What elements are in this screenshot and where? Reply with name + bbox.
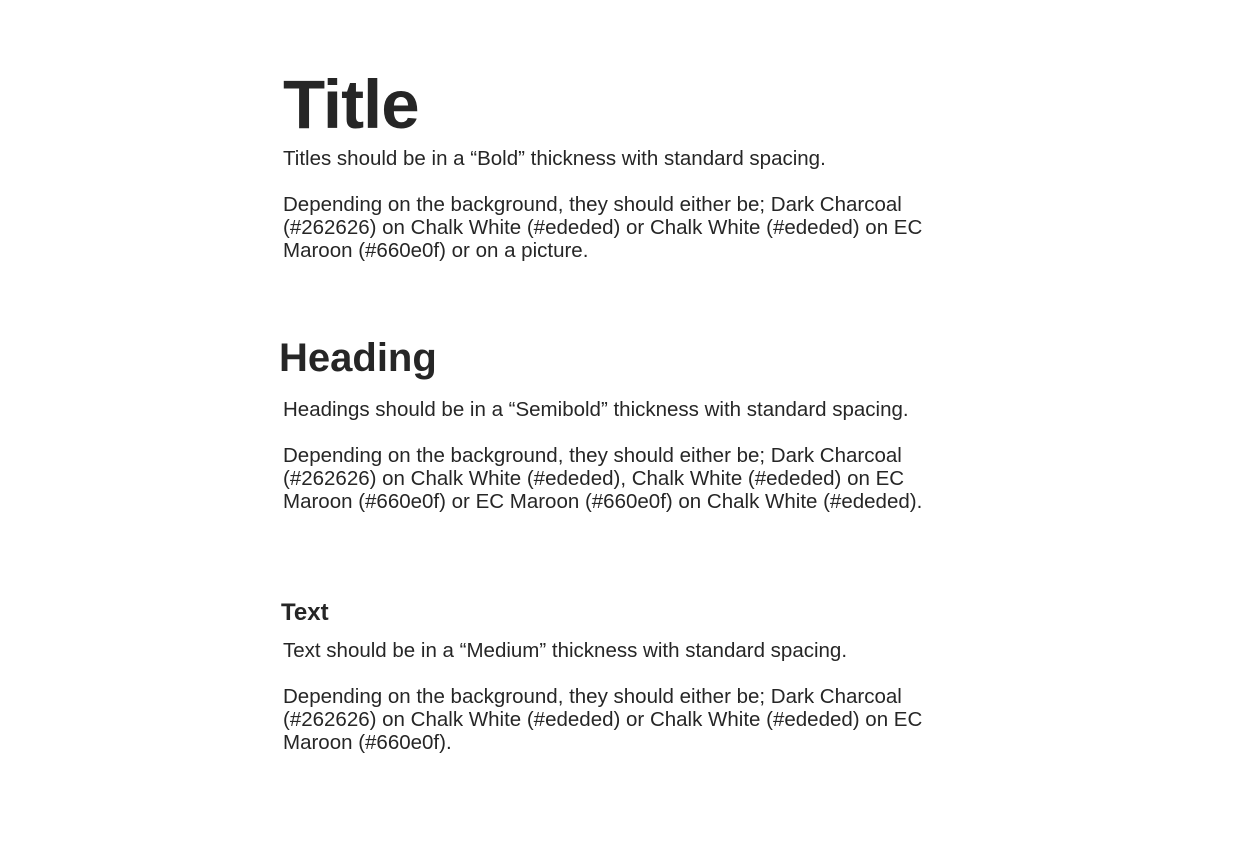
text-background-line: Depending on the background, they should either be; Dark Charcoal: [283, 685, 902, 708]
text-background-line: Maroon (#660e0f).: [283, 731, 452, 754]
text-description: Text should be in a “Medium” thickness with standard spacing.: [283, 639, 848, 662]
text-section: [283, 601, 1043, 754]
heading-background-line: (#262626) on Chalk White (#ededed), Chalk White (#ededed) on EC: [283, 467, 905, 490]
title-section: [283, 66, 1043, 262]
text-background-rules: [283, 685, 1043, 754]
heading-heading: Heading: [279, 336, 437, 380]
text-heading: Text: [281, 599, 329, 626]
heading-section: [279, 336, 1043, 513]
heading-background-line: Maroon (#660e0f) or EC Maroon (#660e0f) on Chalk White (#ededed).: [283, 490, 923, 513]
heading-description: Headings should be in a “Semibold” thickness with standard spacing.: [283, 398, 909, 421]
heading-background-line: Depending on the background, they should either be; Dark Charcoal: [283, 444, 902, 467]
title-description: Titles should be in a “Bold” thickness with standard spacing.: [283, 147, 826, 170]
heading-background-rules: [283, 444, 1043, 513]
title-background-line: Depending on the background, they should either be; Dark Charcoal: [283, 193, 902, 216]
title-background-line: (#262626) on Chalk White (#ededed) or Chalk White (#ededed) on EC: [283, 216, 923, 239]
title-background-line: Maroon (#660e0f) or on a picture.: [283, 239, 589, 262]
title-heading: Title: [283, 66, 419, 143]
title-background-rules: [283, 193, 1043, 262]
text-background-line: (#262626) on Chalk White (#ededed) or Chalk White (#ededed) on EC: [283, 708, 923, 731]
